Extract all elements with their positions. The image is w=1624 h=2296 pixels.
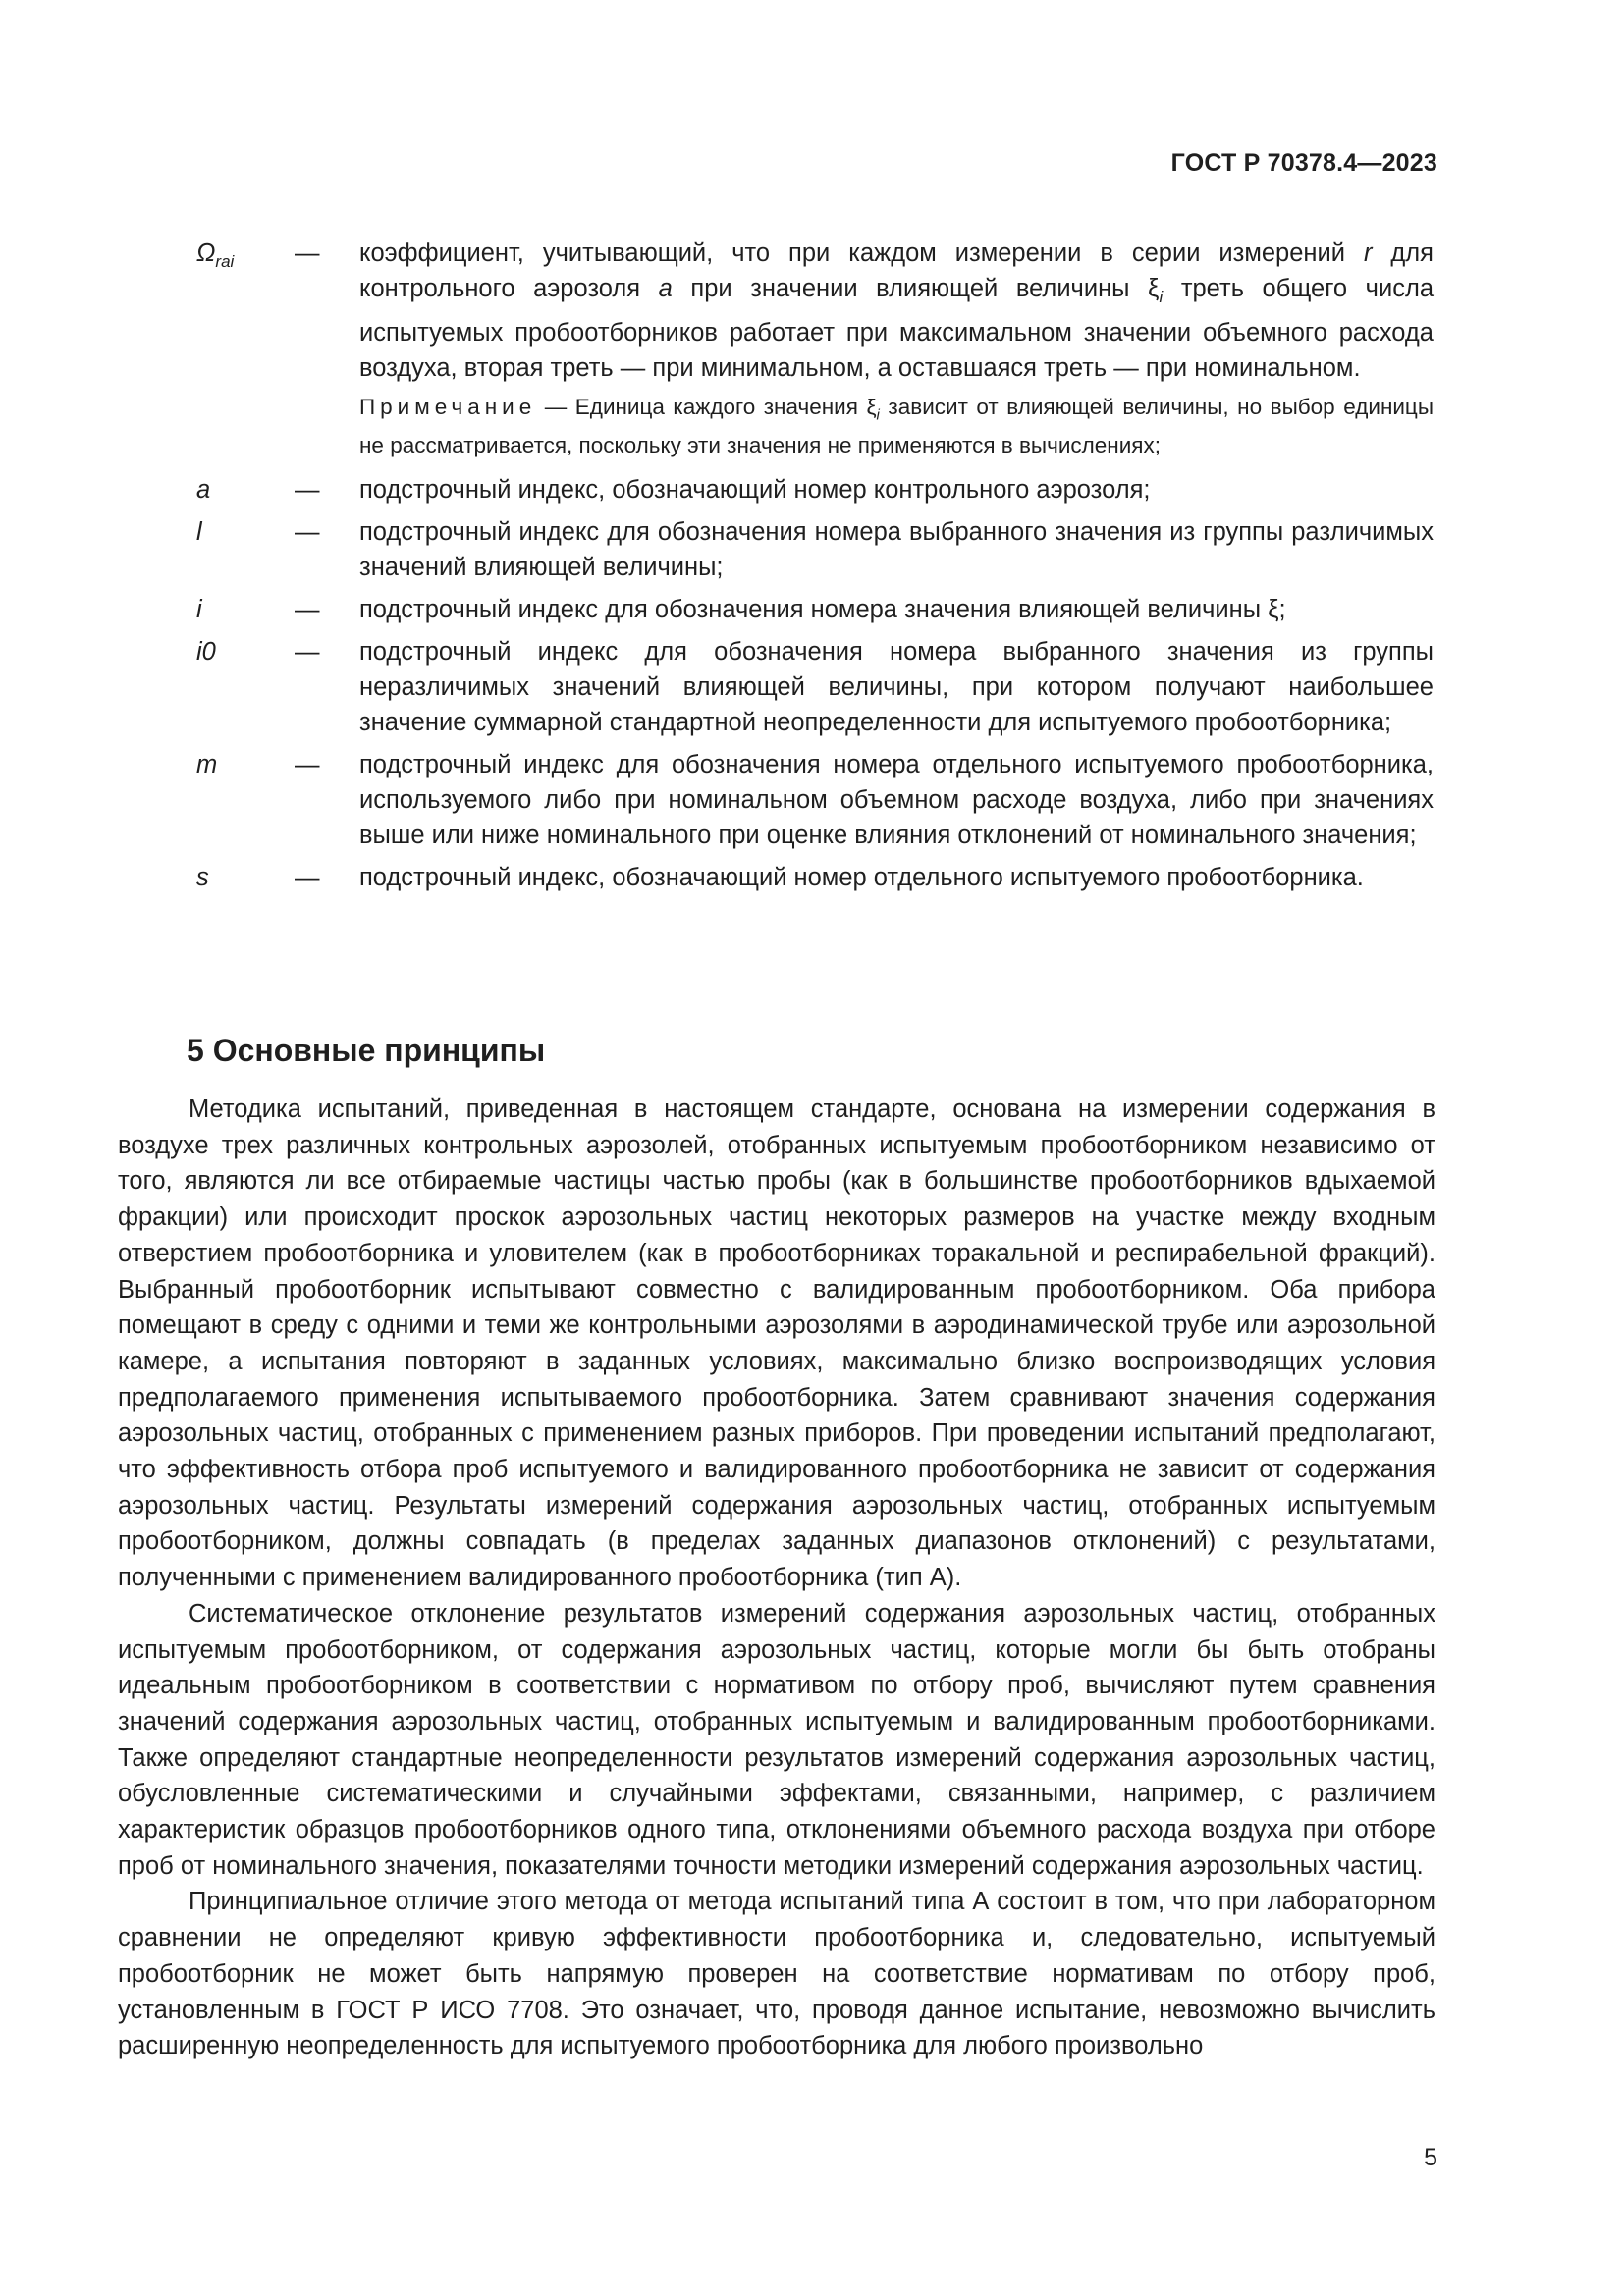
page-number: 5 xyxy=(1424,2144,1437,2171)
definition-symbol: i xyxy=(196,595,202,623)
definition-dash: — xyxy=(295,517,320,546)
section-body xyxy=(118,1092,1435,2064)
section-heading: 5 Основные принципы xyxy=(187,1033,546,1068)
definition-text: подстрочный индекс для обозначения номера отдельного испытуемого пробоотборника, используемого либо при номинальном объемном расходе воздуха, либо при значениях выше или ниже номинального при оценке влияния отклонений от номинального значения; xyxy=(359,750,1434,849)
note: Примечание — Единица каждого значения $\xi_i$ зависит от влияющей величины, но выбор единицы не рассматривается, поскольку эти значения не применяются в вычислениях; xyxy=(359,395,1434,457)
definition-dash: — xyxy=(295,240,320,267)
definition-symbol: l xyxy=(196,517,202,546)
paragraph: Принципиальное отличие этого метода от метода испытаний типа А состоит в том, что при лабораторном сравнении не определяют кривую эффективности пробоотборника и, следовательно, испытуемый пробоотборник не может быть напрямую проверен на соответствие нормативам по отбору проб, установленным в ГОСТ Р ИСО 7708. Это означает, что, проводя данное испытание, невозможно вычислить расширенную неопределенность для испытуемого пробоотборника для любого произвольно xyxy=(118,1888,1435,2060)
definition-text: подстрочный индекс, обозначающий номер отдельного испытуемого пробоотборника. xyxy=(359,863,1364,891)
definition-omega xyxy=(196,236,1434,386)
definition-text: подстрочный индекс, обозначающий номер контрольного аэрозоля; xyxy=(359,475,1151,504)
paragraph: Методика испытаний, приведенная в настоящем стандарте, основана на измерении содержания в воздухе трех различных контрольных аэрозолей, отобранных испытуемым пробоотборником независимо от того, являются ли все отбираемые частицы частью пробы (как в большинстве пробоотборников вдыхаемой фракции) или происходит проскок аэрозольных частиц некоторых размеров на участке между входным отверстием пробоотборника и уловителем (как в пробоотборниках торакальной и респирабельной фракций). Выбранный пробоотборник испытывают совместно с валидированным пробоотборником. Оба прибора помещают в среду с одними и теми же контрольными аэрозолями в аэродинамической трубе или аэрозольной камере, а испытания повторяют в заданных условиях, максимально близко воспроизводящих условия предполагаемого применения испытываемого пробоотборника. Затем сравнивают значения содержания аэрозольных частиц, отобранных с применением разных приборов. При проведении испытаний предполагают, что эффективность отбора проб испытуемого и валидированного пробоотборника не зависит от содержания аэрозольных частиц. Результаты измерений содержания аэрозольных частиц, отобранных испытуемым пробоотборником, должны совпадать (в пределах заданных диапазонов отклонений) с результатами, полученными с применением валидированного пробоотборника (тип А). xyxy=(118,1095,1435,1592)
definition-i0 xyxy=(196,634,1434,740)
document-header: ГОСТ Р 70378.4—2023 xyxy=(1170,149,1437,177)
definition-text: подстрочный индекс для обозначения номера выбранного значения из группы различимых значений влияющей величины; xyxy=(359,517,1434,581)
note-label: Примечание xyxy=(359,395,537,420)
definition-dash: — xyxy=(295,637,320,666)
definition-text: подстрочный индекс для обозначения номера значения влияющей величины ξ; xyxy=(359,595,1286,623)
definition-symbol: $\Omega_{rai}$ xyxy=(196,240,235,272)
definition-dash: — xyxy=(295,863,320,891)
symbol-definitions xyxy=(196,236,1434,902)
definition-m xyxy=(196,747,1434,853)
paragraph: Систематическое отклонение результатов измерений содержания аэрозольных частиц, отобранных испытуемым пробоотборником, от содержания аэрозольных частиц, которые могли бы быть отобраны идеальным пробоотборником в соответствии с нормативом по отбору проб, вычисляют путем сравнения значений содержания аэрозольных частиц, отобранных испытуемым и валидированным пробоотборниками. Также определяют стандартные неопределенности результатов измерений содержания аэрозольных частиц, обусловленные систематическими и случайными эффектами, связанными, например, с различием характеристик образцов пробоотборников одного типа, отклонениями объемного расхода воздуха при отборе проб от номинального значения, показателями точности методики измерений содержания аэрозольных частиц. xyxy=(118,1599,1435,1880)
definition-s xyxy=(196,860,1434,895)
definition-text: коэффициент, учитывающий, что при каждом измерении в серии измерений r для контрольного аэрозоля a при значении влияющей величины $\xi_i$ треть общего числа испытуемых пробоотборников работает при максимальном значении объемного расхода воздуха, вторая треть — при минимальном, а оставшаяся треть — при номинальном. xyxy=(359,240,1435,383)
definition-symbol: a xyxy=(196,475,211,504)
note-text: — Единица каждого значения ξ xyxy=(536,395,877,420)
definition-dash: — xyxy=(295,595,320,623)
definition-symbol: s xyxy=(196,863,209,891)
definition-dash: — xyxy=(295,475,320,504)
definition-dash: — xyxy=(295,750,320,778)
definition-symbol: m xyxy=(196,750,218,778)
definition-text: подстрочный индекс для обозначения номера выбранного значения из группы неразличимых значений влияющей величины, при котором получают наибольшее значение суммарной стандартной неопределенности для испытуемого пробоотборника; xyxy=(359,637,1434,736)
definition-i xyxy=(196,592,1434,627)
definition-symbol: i0 xyxy=(196,637,216,666)
definition-a xyxy=(196,472,1434,507)
definition-l xyxy=(196,514,1434,585)
